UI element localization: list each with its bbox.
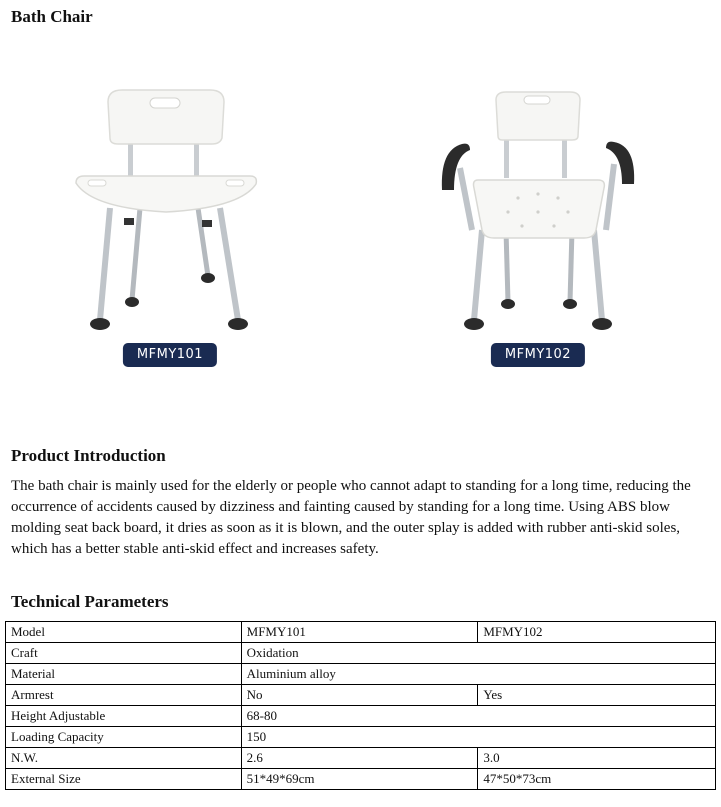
param-value: 150: [241, 727, 715, 748]
param-value: Aluminium alloy: [241, 664, 715, 685]
param-label: External Size: [6, 769, 242, 790]
param-value: MFMY101: [241, 622, 478, 643]
param-label: Loading Capacity: [6, 727, 242, 748]
param-label: Material: [6, 664, 242, 685]
param-value: 47*50*73cm: [478, 769, 716, 790]
param-value: 51*49*69cm: [241, 769, 478, 790]
page-title: Bath Chair: [11, 7, 93, 26]
table-row: [6, 769, 716, 790]
product-card-mfmy101: [70, 80, 270, 370]
param-value: Yes: [478, 685, 716, 706]
table-row: [6, 685, 716, 706]
table-row: [6, 664, 716, 685]
param-value: 68-80: [241, 706, 715, 727]
bath-chair-image: [70, 80, 270, 340]
param-value: Oxidation: [241, 643, 715, 664]
param-label: Armrest: [6, 685, 242, 706]
param-label: Height Adjustable: [6, 706, 242, 727]
table-row: [6, 643, 716, 664]
model-badge: MFMY102: [491, 343, 585, 367]
param-value: No: [241, 685, 478, 706]
table-row: [6, 727, 716, 748]
product-card-mfmy102: [438, 80, 638, 370]
parameters-table: [5, 621, 716, 790]
intro-paragraph: The bath chair is mainly used for the elderly or people who cannot adapt to standing for a long time, reducing the occurrence of accidents caused by dizziness and fainting caused by standing for a long time. Using ABS blow molding seat back board, it dries as soon as it is blown, and the outer splay is added with rubber anti-skid soles, which has a better stable anti-skid effect and increases safety.: [11, 478, 691, 557]
param-label: Craft: [6, 643, 242, 664]
param-value: 2.6: [241, 748, 478, 769]
section-heading-params: Technical Parameters: [11, 592, 169, 611]
table-row: [6, 706, 716, 727]
param-value: 3.0: [478, 748, 716, 769]
param-label: Model: [6, 622, 242, 643]
table-row: [6, 748, 716, 769]
bath-chair-with-armrests-image: [438, 80, 638, 340]
table-row: [6, 622, 716, 643]
model-badge: MFMY101: [123, 343, 217, 367]
param-value: MFMY102: [478, 622, 716, 643]
section-heading-intro: Product Introduction: [11, 446, 166, 465]
param-label: N.W.: [6, 748, 242, 769]
